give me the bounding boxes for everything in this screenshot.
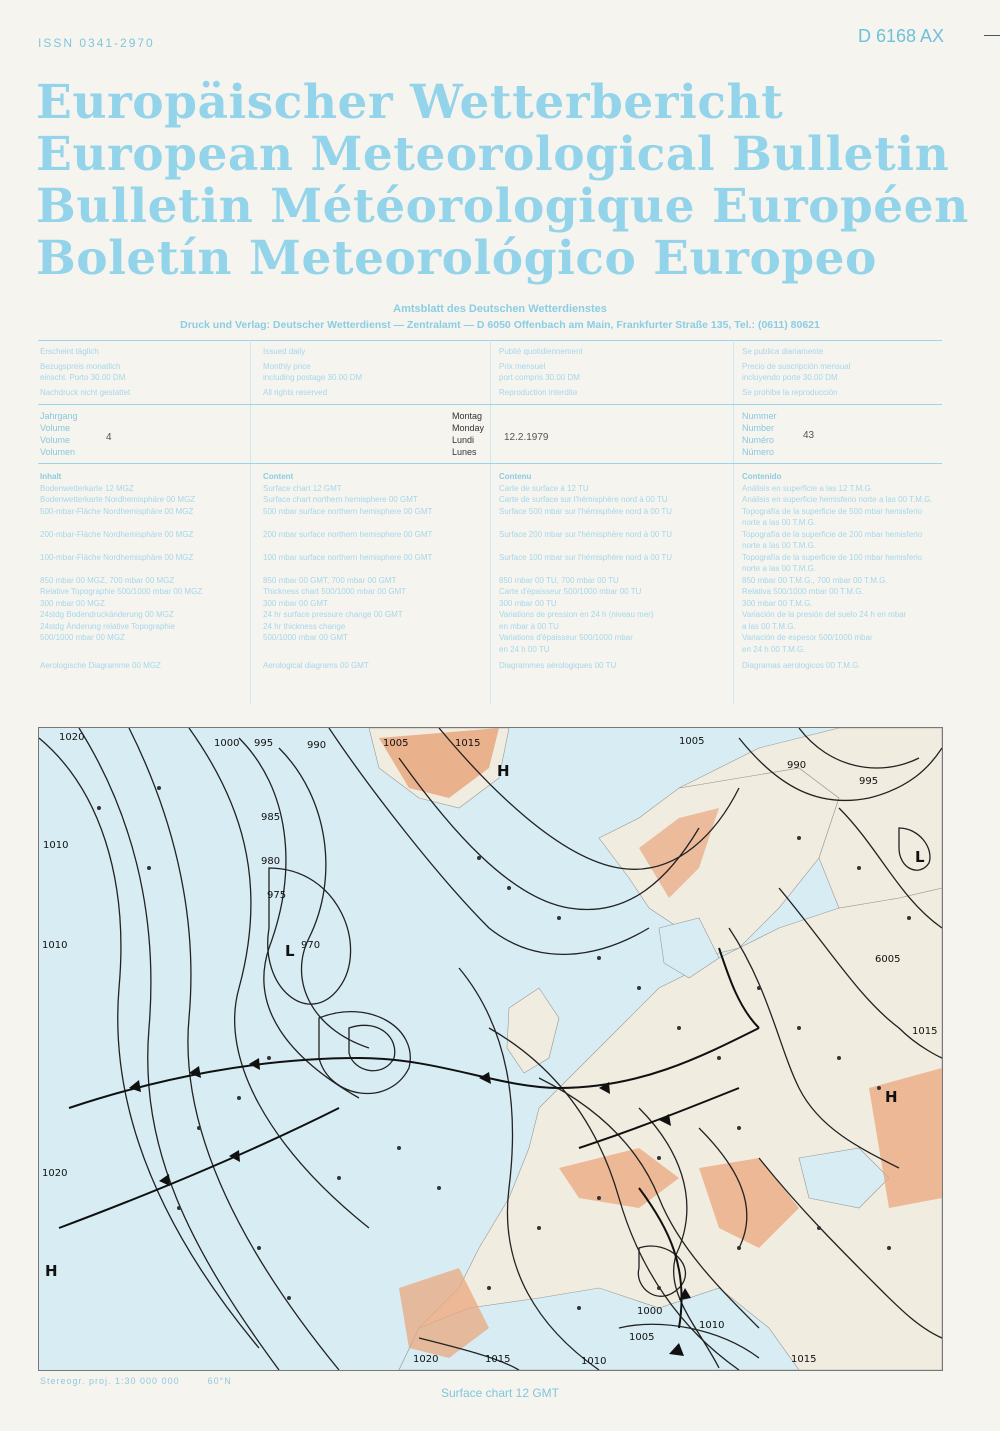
isobar-label: 1000	[214, 738, 240, 749]
contents-item: Carte de surface à 12 TU	[499, 483, 589, 493]
contents-item: Bodenwetterkarte Nordhemisphäre 00 MGZ	[40, 495, 196, 504]
isobar-label: 1010	[581, 1356, 607, 1367]
contents-item: 850 mbar 00 GMT, 700 mbar 00 GMT	[263, 575, 397, 585]
low-pressure-centre: L	[285, 942, 295, 960]
contents-es	[742, 471, 933, 672]
high-pressure-centre: H	[885, 1088, 898, 1106]
column-divider	[250, 342, 251, 704]
contents-item: Análisis en superficie a las 12 T.M.G.	[742, 483, 874, 493]
contents-item: Diagrammes aérologiques 00 TU	[499, 661, 617, 670]
isobar-label: 1015	[485, 1354, 511, 1365]
issue-number: 43	[803, 430, 815, 441]
number-labels: Nummer Number Numéro Número	[742, 411, 777, 457]
contents-item: 300 mbar 00 T.M.G.	[742, 598, 813, 608]
contents-item: Surface 200 mbar sur l'hémisphère nord à 00 TU	[499, 529, 673, 539]
contents-item: norte a las 00 T.M.G.	[742, 518, 817, 527]
contents-en	[263, 471, 432, 672]
contents-item: Carte de surface sur l'hémisphère nord à 00 TU	[499, 495, 668, 504]
contents-heading: Contenu	[499, 472, 532, 481]
contents-item: Surface 500 mbar sur l'hémisphère nord à 00 TU	[499, 506, 673, 516]
contents-item	[499, 540, 672, 552]
contents-item	[40, 540, 202, 552]
contents-item: 500/1000 mbar 00 MGZ	[40, 633, 125, 642]
isobar-label: 1010	[43, 840, 69, 851]
contents-item: a las 00 T.M.G.	[742, 621, 796, 631]
publication-info-en: Issued daily Monthly price including postage 30.00 DM All rights reserved	[263, 347, 363, 397]
contents-item: Thickness chart 500/1000 mbar 00 GMT	[263, 587, 407, 596]
contents-item: 500-mbar-Fläche Nordhemisphäre 00 MGZ	[40, 506, 194, 516]
contents-item: Variación de la presión del suelo 24 h en mbar	[742, 610, 907, 619]
edge-mark	[984, 35, 1000, 36]
contents-item: Topografía de la superficie de 500 mbar hemisferio	[742, 506, 923, 516]
contents-item	[263, 517, 432, 529]
contents-item: 24 hr surface pressure change 00 GMT	[263, 610, 403, 619]
contents-item: 850 mbar 00 MGZ, 700 mbar 00 MGZ	[40, 575, 175, 585]
contents-item: Topografía de la superficie de 200 mbar hemisferio	[742, 529, 923, 539]
contents-item: 300 mbar 00 GMT	[263, 598, 328, 608]
low-pressure-centre: L	[915, 848, 925, 866]
contents-item: Variación de espesor 500/1000 mbar	[742, 633, 873, 642]
land-british-isles	[507, 988, 559, 1073]
map-graphic	[39, 728, 942, 1370]
map-caption: Surface chart 12 GMT	[440, 1386, 560, 1400]
contents-heading: Content	[263, 472, 294, 481]
contents-item: 24 hr thickness change	[263, 621, 346, 631]
isobar-label: 1020	[413, 1354, 439, 1365]
contents-item	[263, 563, 432, 575]
isobar-label: 995	[859, 776, 879, 787]
contents-item	[40, 517, 202, 529]
publication-info-de: Erscheint täglich Bezugspreis monatlich einschl. Porto 30.00 DM Nachdruck nicht gestattet	[40, 347, 131, 397]
isobar-label: 1010	[42, 940, 68, 951]
contents-item: en 24 h 00 T.M.G.	[742, 644, 806, 654]
official-gazette: Amtsblatt des Deutschen Wetterdienstes	[393, 303, 607, 315]
surface-chart-map	[38, 727, 943, 1371]
contents-de	[40, 471, 202, 672]
volume-labels: Jahrgang Volume Volume Volumen	[40, 411, 78, 457]
contents-item: 850 mbar 00 T.M.G., 700 mbar 00 T.M.G.	[742, 575, 888, 585]
contents-item	[499, 563, 672, 575]
document-code: D 6168 AX	[858, 26, 945, 46]
contents-item: Bodenwetterkarte 12 MGZ	[40, 483, 134, 493]
isobar-label: 990	[307, 740, 327, 751]
isobar-label: 1015	[791, 1354, 817, 1365]
contents-item	[40, 563, 202, 575]
isobar-label: 1010	[699, 1320, 725, 1331]
contents-item: Carte d'épaisseur 500/1000 mbar 00 TU	[499, 587, 642, 596]
isobar-label: 1020	[59, 732, 85, 743]
isobar-label: 980	[261, 856, 281, 867]
contents-item: 300 mbar 00 TU	[499, 598, 557, 608]
contents-item: Topografía de la superficie de 100 mbar hemisferio	[742, 552, 923, 562]
projection-note: Stereogr. proj. 1:30 000 000 60°N	[40, 1376, 232, 1386]
divider	[38, 340, 942, 341]
contents-item: Variations de pression en 24 h (niveau mer)	[499, 610, 654, 619]
contents-item: 100-mbar-Fläche Nordhemisphäre 00 MGZ	[40, 552, 194, 562]
contents-item: Aerologische Diagramme 00 MGZ	[40, 661, 161, 670]
contents-item: 24stdg Änderung relative Topographie	[40, 621, 176, 631]
contents-item: 100 mbar surface northern hemisphere 00 GMT	[263, 552, 433, 562]
contents-item: 200-mbar-Fläche Nordhemisphäre 00 MGZ	[40, 529, 194, 539]
contents-item: norte a las 00 T.M.G.	[742, 564, 817, 573]
contents-item: Relativa 500/1000 mbar 00 T.M.G.	[742, 587, 864, 596]
contents-item: norte a las 00 T.M.G.	[742, 541, 817, 550]
contents-item: Surface chart 12 GMT	[263, 483, 342, 493]
contents-item: Análisis en superficie hemisferio norte a las 00 T.M.G.	[742, 495, 933, 504]
contents-item: 500 mbar surface northern hemisphere 00 GMT	[263, 506, 433, 516]
contents-item: 300 mbar 00 MGZ	[40, 598, 105, 608]
isobar-label: 985	[261, 812, 281, 823]
contents-item: Surface 100 mbar sur l'hémisphère nord à 00 TU	[499, 552, 673, 562]
isobar-label: 1015	[912, 1026, 938, 1037]
title-german: Europäischer Wetterbericht	[36, 75, 784, 130]
contents-item: Diagramas aerologicos 00 T.M.G.	[742, 661, 861, 670]
title-french: Bulletin Météorologique Européen	[36, 179, 969, 234]
isobar-label: 1020	[42, 1168, 68, 1179]
contents-item: en 24 h 00 TU	[499, 644, 550, 654]
isobar-label: 990	[787, 760, 807, 771]
contents-item	[40, 644, 202, 656]
isobar-label: 1005	[679, 736, 705, 747]
column-divider	[490, 342, 491, 704]
contents-item: Relative Topographie 500/1000 mbar 00 MGZ	[40, 587, 203, 596]
volume-value: 4	[106, 432, 112, 443]
contents-item: Variations d'épaisseur 500/1000 mbar	[499, 633, 633, 642]
title-english: European Meteorological Bulletin	[36, 127, 950, 182]
isobar-label: 1015	[455, 738, 481, 749]
weekday: Montag Monday Lundi Lunes	[452, 411, 485, 457]
divider	[38, 404, 942, 405]
contents-item	[499, 517, 672, 529]
contents-item: en mbar à 00 TU	[499, 621, 559, 631]
contents-item	[263, 644, 432, 656]
publisher-address: Druck und Verlag: Deutscher Wetterdienst — Zentralamt — D 6050 Offenbach am Main, Frankfurter Straße 135, Tel.: (0611) 80621	[180, 319, 820, 331]
contents-heading: Inhalt	[40, 472, 62, 481]
isobar-label: 1000	[637, 1306, 663, 1317]
contents-item: Aerological diagrams 00 GMT	[263, 661, 369, 670]
publication-info-es: Se publica diariamente Precio de suscripción mensual incluyendo porte 30.00 DM Se prohibe la reproducción	[742, 347, 851, 397]
contents-heading: Contenido	[742, 472, 782, 481]
issn: ISSN 0341-2970	[38, 36, 155, 50]
contents-item: 24stdg Bodendruckänderung 00 MGZ	[40, 610, 174, 619]
high-pressure-centre: H	[45, 1262, 58, 1280]
divider	[38, 463, 942, 464]
isobar-label: 1005	[629, 1332, 655, 1343]
issue-date: 12.2.1979	[504, 432, 549, 443]
isobar-label: 6005	[875, 954, 901, 965]
high-pressure-centre: H	[497, 762, 510, 780]
contents-item	[263, 540, 432, 552]
publication-info-fr: Publié quotidiennement Prix mensuel port compris 30.00 DM Reproduction interdite	[499, 347, 583, 397]
isobar-label: 975	[267, 890, 287, 901]
contents-item: 500/1000 mbar 00 GMT	[263, 633, 348, 642]
isobar-label: 970	[301, 940, 321, 951]
contents-item: 850 mbar 00 TU, 700 mbar 00 TU	[499, 575, 619, 585]
isobar-label: 995	[254, 738, 274, 749]
title-spanish: Boletín Meteorológico Europeo	[36, 231, 877, 286]
contents-fr	[499, 471, 672, 672]
column-divider	[733, 342, 734, 704]
isobar-label: 1005	[383, 738, 409, 749]
contents-item: 200 mbar surface northern hemisphere 00 GMT	[263, 529, 433, 539]
contents-item: Surface chart northern hemisphere 00 GMT	[263, 495, 418, 504]
